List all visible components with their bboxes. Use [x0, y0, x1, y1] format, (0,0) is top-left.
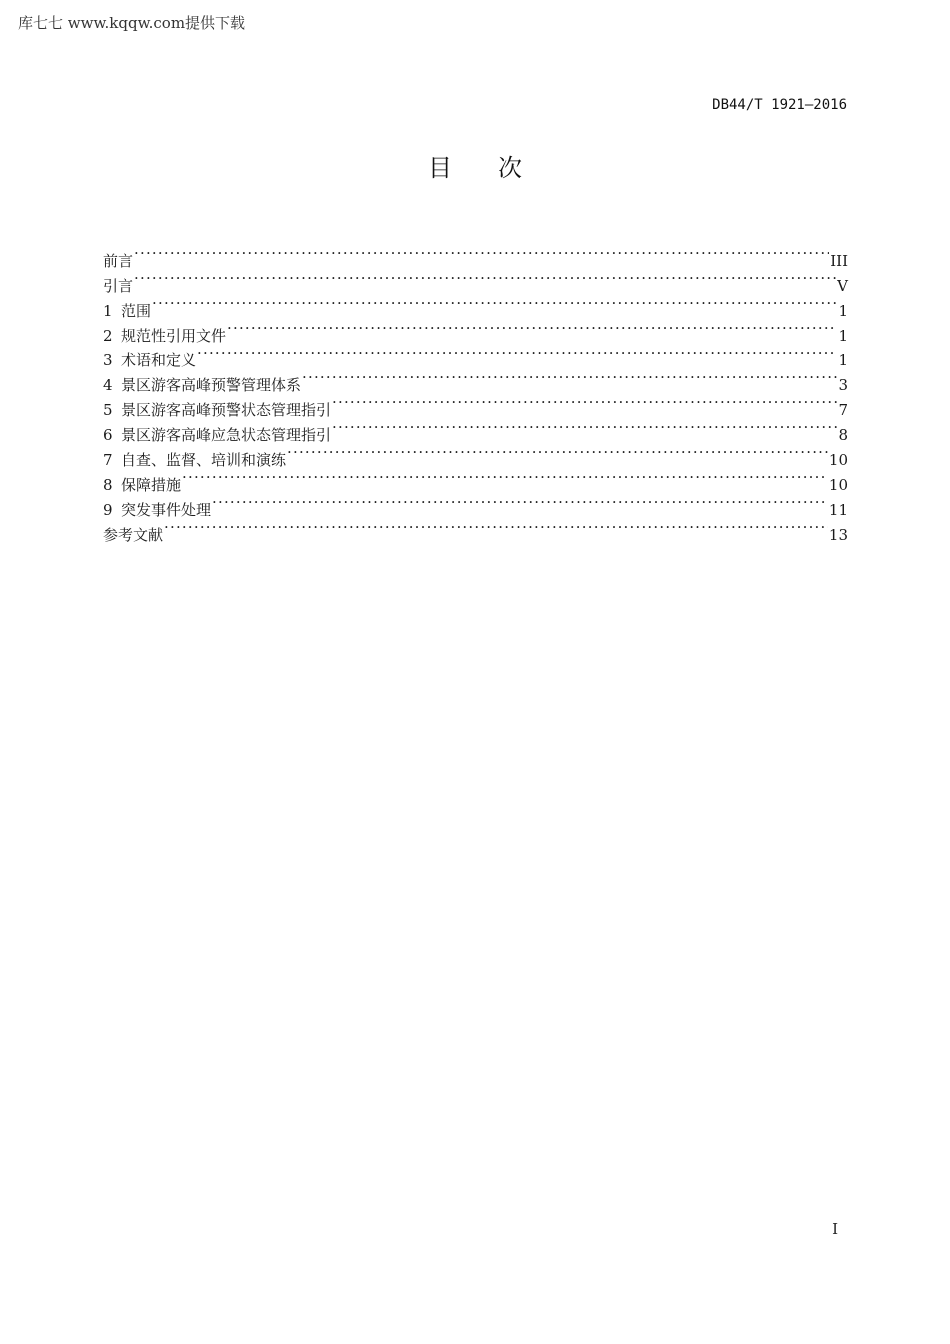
page-title: 目次 [428, 154, 568, 182]
toc-entry-page: III [830, 251, 848, 270]
toc-dot-leader [287, 440, 828, 465]
toc-entry[interactable] [103, 490, 848, 519]
toc-dot-leader [164, 515, 828, 540]
toc-dot-leader [182, 465, 828, 490]
toc-entry-number: 9 [103, 500, 113, 519]
toc-entry-page: 11 [828, 500, 848, 519]
toc-dot-leader [332, 415, 837, 440]
standard-code: DB44/T 1921—2016 [712, 97, 847, 113]
toc-dot-leader [212, 490, 828, 515]
toc-entry[interactable] [103, 341, 848, 370]
toc-entry-label: 自查、监督、培训和演练 [121, 451, 287, 470]
toc-entry-label: 范围 [121, 301, 152, 320]
toc-entry[interactable] [103, 515, 848, 544]
toc-entry[interactable] [103, 291, 848, 320]
toc-entry-label: 前言 [103, 251, 134, 270]
toc-entry-label: 引言 [103, 276, 134, 295]
toc-entry-number: 4 [103, 376, 113, 395]
watermark-text: 库七七 www.kqqw.com提供下载 [18, 14, 246, 32]
toc-dot-leader [302, 365, 837, 390]
toc-entry-number: 6 [103, 426, 113, 445]
toc-entry[interactable] [103, 465, 848, 494]
toc-entry-page: 1 [838, 351, 848, 370]
toc-entry-page: V [837, 276, 848, 295]
table-of-contents [103, 241, 848, 544]
toc-entry-label: 规范性引用文件 [121, 326, 227, 345]
toc-dot-leader [197, 341, 837, 366]
toc-entry-label: 景区游客高峰预警状态管理指引 [121, 401, 332, 420]
toc-dot-leader [332, 390, 837, 415]
toc-entry-number: 2 [103, 326, 113, 345]
toc-dot-leader [134, 241, 829, 266]
toc-entry-label: 景区游客高峰应急状态管理指引 [121, 426, 332, 445]
toc-entry-number: 8 [103, 475, 113, 494]
toc-entry-page: 10 [828, 475, 848, 494]
toc-entry-page: 7 [838, 401, 848, 420]
toc-entry-page: 8 [838, 426, 848, 445]
toc-entry-page: 1 [838, 326, 848, 345]
toc-entry[interactable] [103, 365, 848, 395]
toc-entry-number: 3 [103, 351, 113, 370]
toc-entry-page: 13 [828, 525, 848, 544]
toc-dot-leader [152, 291, 837, 316]
toc-entry-label: 术语和定义 [121, 351, 197, 370]
toc-entry-number: 5 [103, 401, 113, 420]
toc-entry-label: 参考文献 [103, 525, 164, 544]
toc-entry[interactable] [103, 266, 848, 295]
page-number: I [832, 1220, 838, 1238]
toc-dot-leader [227, 316, 837, 341]
toc-entry-label: 突发事件处理 [121, 500, 212, 519]
toc-entry-label: 保障措施 [121, 475, 182, 494]
toc-entry-number: 7 [103, 451, 113, 470]
toc-entry-page: 1 [838, 301, 848, 320]
toc-dot-leader [134, 266, 836, 291]
toc-entry[interactable] [103, 316, 848, 345]
toc-entry-page: 3 [838, 376, 848, 395]
toc-entry[interactable] [103, 241, 848, 270]
toc-entry-page: 10 [828, 451, 848, 470]
toc-entry-label: 景区游客高峰预警管理体系 [121, 376, 302, 395]
toc-entry-number: 1 [103, 301, 113, 320]
